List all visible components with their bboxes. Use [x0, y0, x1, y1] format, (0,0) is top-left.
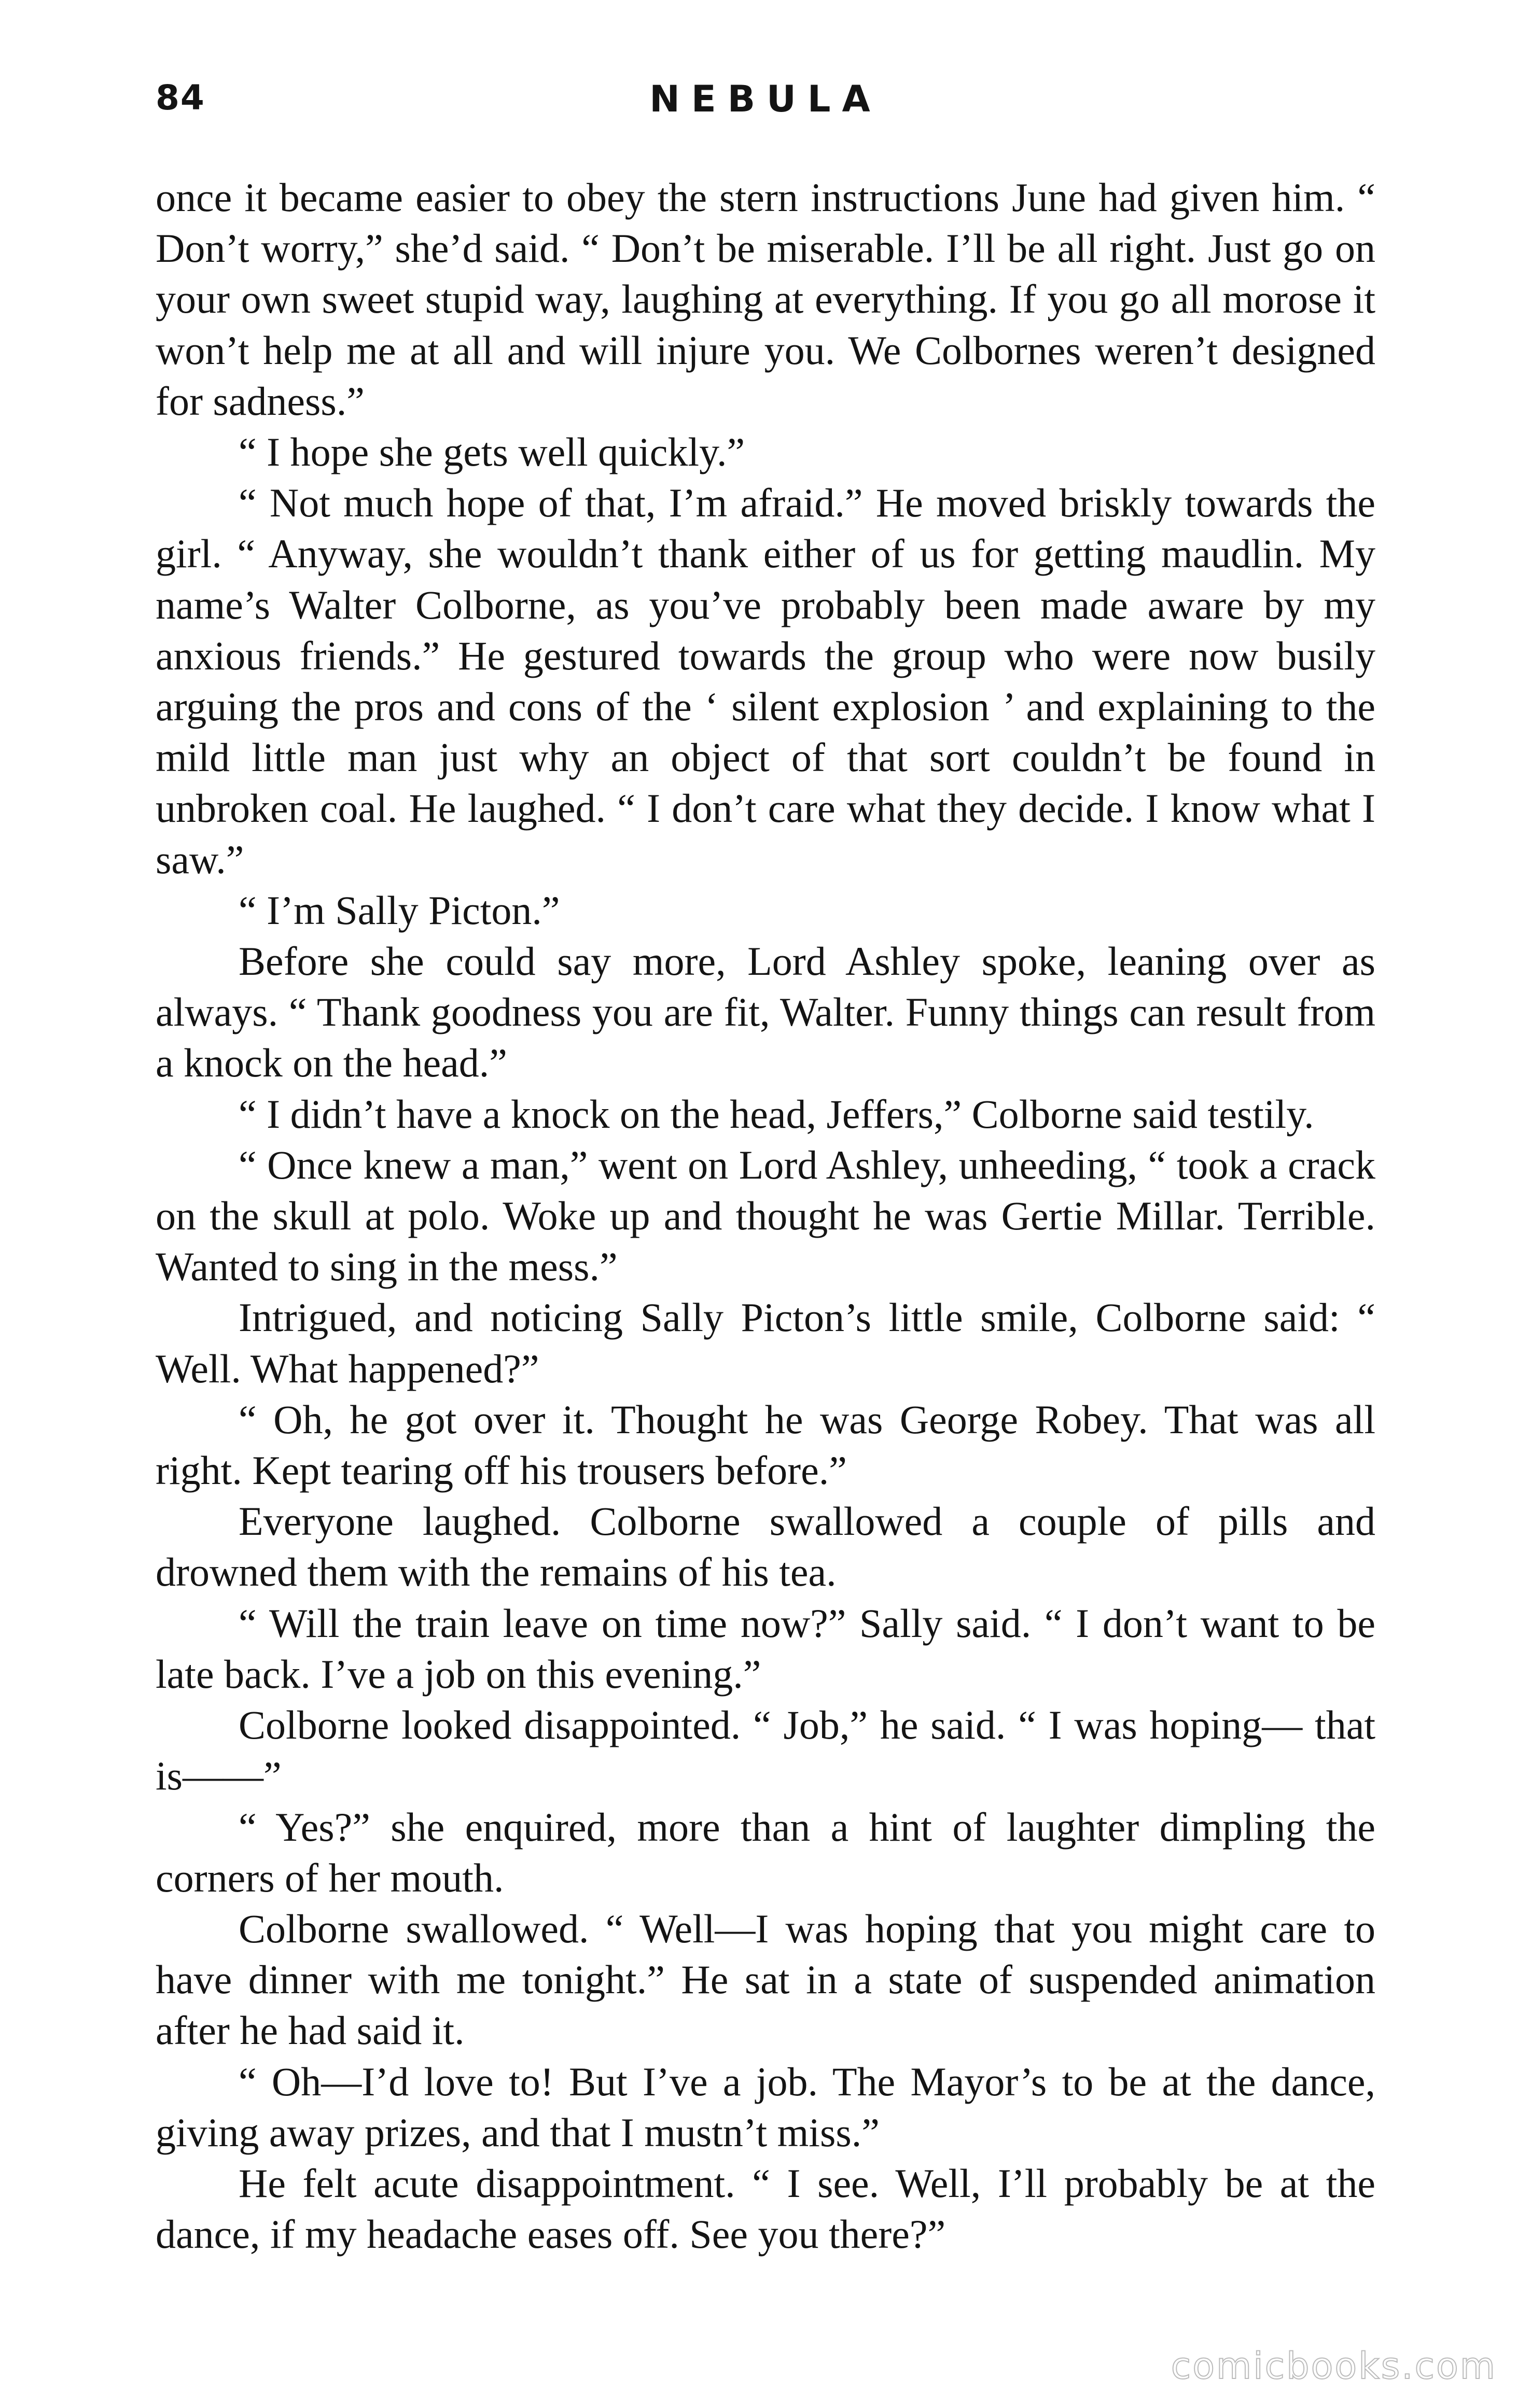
paragraph: “ Will the train leave on time now?” Sally said. “ I don’t want to be late back. I’ve a job on this evening.”	[156, 1600, 1375, 1697]
paragraph: “ I didn’t have a knock on the head, Jeffers,” Colborne said testily.	[239, 1091, 1314, 1137]
watermark: comicbooks.com	[1171, 2345, 1497, 2387]
paragraph: “ Oh, he got over it. Thought he was George Robey. That was all right. Kept tearing off his trousers before.”	[156, 1396, 1375, 1493]
paragraph: Intrigued, and noticing Sally Picton’s little smile, Colborne said: “ Well. What happened?”	[156, 1295, 1375, 1391]
paragraph: “ Not much hope of that, I’m afraid.” He moved briskly towards the girl. “ Anyway, she wouldn’t thank either of us for getting maudlin. My name’s Walter Colborne, as you’ve probably been made aware by my anxious friends.” He gestured towards the group who were now busily arguing the pros and cons of the ‘ silent explosion ’ and explaining to the mild little man just why an object of that sort couldn’t be found in unbroken coal. He laughed. “ I don’t care what they decide. I know what I saw.”	[156, 480, 1375, 882]
body-text	[156, 172, 1375, 2260]
paragraph: Colborne swallowed. “ Well—I was hoping that you might care to have dinner with me tonight.” He sat in a state of suspended animation after he had said it.	[156, 1906, 1375, 2053]
paragraph: Before she could say more, Lord Ashley spoke, leaning over as always. “ Thank goodness you are fit, Walter. Funny things can result from a knock on the head.”	[156, 939, 1375, 1086]
page-number: 84	[156, 78, 205, 118]
paragraph: Colborne looked disappointed. “ Job,” he said. “ I was hoping— that is——”	[156, 1702, 1375, 1799]
paragraph: He felt acute disappointment. “ I see. Well, I’ll probably be at the dance, if my headache eases off. See you there?”	[156, 2160, 1375, 2257]
running-head: NEBULA	[649, 78, 882, 120]
paragraph: Everyone laughed. Colborne swallowed a couple of pills and drowned them with the remains of his tea.	[156, 1499, 1375, 1595]
paragraph: “ I hope she gets well quickly.”	[239, 429, 745, 475]
paragraph: “ Yes?” she enquired, more than a hint of laughter dimpling the corners of her mouth.	[156, 1804, 1375, 1900]
page-header	[156, 78, 1375, 130]
paragraph: “ I’m Sally Picton.”	[239, 887, 560, 933]
paragraph: once it became easier to obey the stern instructions June had given him. “ Don’t worry,” she’d said. “ Don’t be miserable. I’ll be all right. Just go on your own sweet stupid way, laughing at everything. If you go all morose it won’t help me at all and will injure you. We Colbornes weren’t designed for sadness.”	[156, 175, 1375, 424]
paragraph: “ Once knew a man,” went on Lord Ashley, unheeding, “ took a crack on the skull at polo. Woke up and thought he was Gertie Millar. Terrible. Wanted to sing in the mess.”	[156, 1142, 1375, 1290]
paragraph: “ Oh—I’d love to! But I’ve a job. The Mayor’s to be at the dance, giving away prizes, and that I mustn’t miss.”	[156, 2059, 1375, 2155]
